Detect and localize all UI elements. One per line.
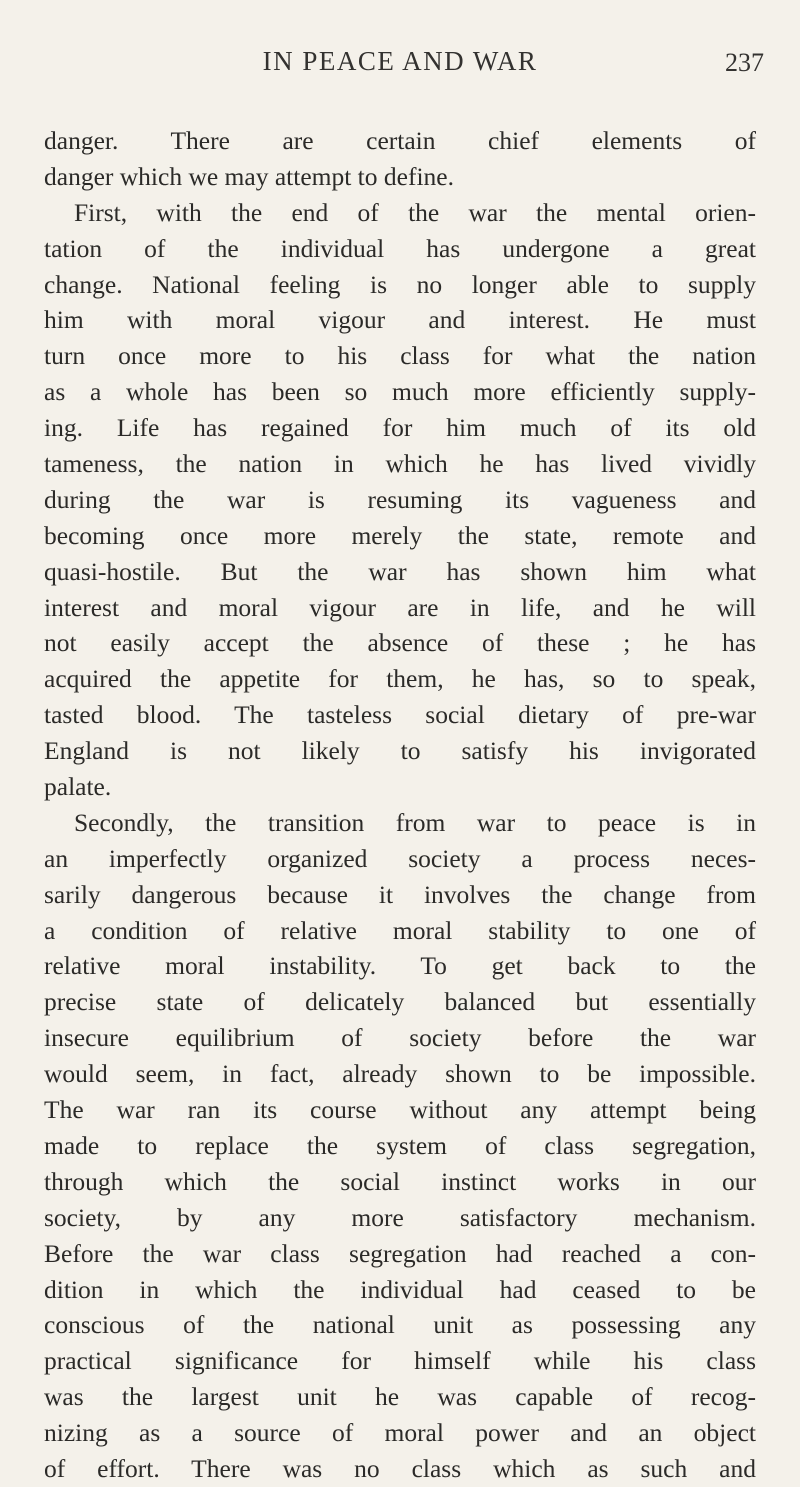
text-line: danger. There are certain chief elements of	[44, 126, 756, 155]
text-line: precise state of delicately balanced but essentially	[44, 987, 756, 1017]
body-text	[44, 123, 756, 1487]
text-line: was the largest unit he was capable of recog-	[44, 1382, 756, 1412]
text-line: Secondly, the transition from war to peace is in	[74, 807, 756, 837]
text-line: relative moral instability. To get back to the	[44, 951, 756, 981]
text-line: change. National feeling is no longer able to supply	[44, 269, 756, 299]
text-line: not easily accept the absence of these ; he has	[44, 628, 756, 658]
text-line: would seem, in fact, already shown to be impossible.	[44, 1059, 756, 1089]
text-line: a condition of relative moral stability to one of	[44, 915, 756, 945]
text-line: The war ran its course without any attempt being	[44, 1095, 756, 1125]
text-line: acquired the appetite for them, he has, so to speak,	[44, 664, 756, 694]
text-line: turn once more to his class for what the nation	[44, 341, 756, 371]
text-line: him with moral vigour and interest. He must	[44, 305, 756, 335]
text-line: becoming once more merely the state, remote and	[44, 520, 756, 550]
text-line: interest and moral vigour are in life, and he will	[44, 592, 756, 622]
text-line: danger which we may attempt to define.	[44, 161, 454, 191]
text-line: society, by any more satisfactory mechanism.	[44, 1202, 756, 1232]
page-number: 237	[725, 48, 764, 77]
text-line: practical significance for himself while his class	[44, 1346, 756, 1376]
text-line: made to replace the system of class segregation,	[44, 1130, 756, 1160]
text-line: Before the war class segregation had reached a con-	[44, 1238, 756, 1268]
text-line: palate.	[44, 772, 112, 802]
text-line: sarily dangerous because it involves the change from	[44, 879, 756, 909]
text-line: conscious of the national unit as possessing any	[44, 1310, 756, 1340]
running-head-title: IN PEACE AND WAR	[262, 46, 538, 76]
text-line: dition in which the individual had ceased to be	[44, 1274, 756, 1304]
text-line: during the war is resuming its vagueness and	[44, 484, 756, 514]
text-line: quasi-hostile. But the war has shown him what	[44, 556, 756, 586]
text-line: ing. Life has regained for him much of its old	[44, 413, 756, 443]
text-line: tation of the individual has undergone a great	[44, 233, 756, 263]
text-line: tameness, the nation in which he has lived vividly	[44, 449, 756, 479]
running-head	[0, 46, 800, 86]
text-line: nizing as a source of moral power and an object	[44, 1418, 756, 1448]
text-line: England is not likely to satisfy his invigorated	[44, 736, 756, 766]
text-line: tasted blood. The tasteless social dietary of pre-war	[44, 700, 756, 730]
text-line: of effort. There was no class which as such and	[44, 1453, 756, 1483]
text-line: as a whole has been so much more efficiently supply-	[44, 377, 756, 407]
text-line: insecure equilibrium of society before the war	[44, 1023, 756, 1053]
text-line: through which the social instinct works in our	[44, 1166, 756, 1196]
text-line: an imperfectly organized society a process neces-	[44, 843, 756, 873]
text-line: First, with the end of the war the mental orien-	[74, 197, 756, 227]
